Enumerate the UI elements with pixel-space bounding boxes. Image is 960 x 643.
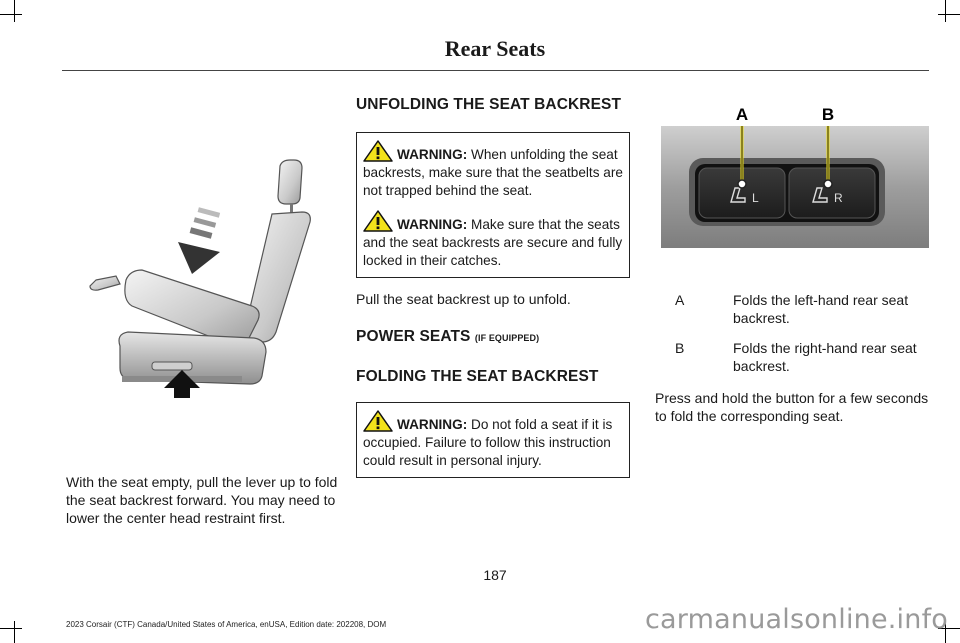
right-fold-button[interactable]: [789, 168, 875, 218]
warning-text: Make sure that the seats and the seat backrests are secure and fully locked in their catches.: [363, 217, 623, 268]
fold-button-diagram: [655, 96, 929, 266]
crop-mark: [0, 14, 22, 15]
callout-label-a: A: [735, 105, 749, 124]
instruction-text: With the seat empty, pull the lever up to fold the seat backrest forward. You may need to lower the center head restraint first.: [66, 474, 338, 526]
callout-key: B: [675, 340, 685, 356]
watermark: carmanualsonline.info: [645, 604, 948, 635]
warning-triangle-icon: [363, 210, 393, 232]
table-row: [655, 339, 929, 387]
warning-label: WARNING:: [397, 147, 468, 162]
right-button-letter: R: [834, 191, 843, 205]
warning-label: WARNING:: [397, 417, 468, 432]
crop-mark: [0, 628, 22, 629]
crop-mark: [945, 0, 946, 22]
heading-power-seats-text: POWER SEATS: [356, 328, 471, 345]
column-middle: [356, 96, 630, 478]
column-left: [66, 96, 338, 527]
warning-text: When unfolding the seat backrests, make sure that the seatbelts are not trapped behind the seat.: [363, 147, 623, 198]
callout-table: [655, 291, 929, 387]
warning-triangle-icon: [363, 410, 393, 432]
page-number: 187: [483, 567, 507, 583]
warning-item: [363, 140, 625, 200]
heading-power-seats-suffix: (IF EQUIPPED): [474, 333, 540, 343]
crop-mark: [938, 14, 960, 15]
crop-mark: [14, 0, 15, 22]
callout-key: A: [675, 292, 685, 308]
seat-fold-illustration: [66, 96, 338, 416]
page-title: Rear Seats: [444, 36, 546, 61]
warning-label: WARNING:: [397, 217, 468, 232]
callout-text: Folds the right-hand rear seat backrest.: [733, 340, 917, 374]
push-arrow-icon: [178, 207, 220, 274]
warning-box-folding: [356, 402, 630, 478]
warning-box-unfolding: [356, 132, 630, 278]
unfold-instruction: Pull the seat backrest up to unfold.: [356, 291, 571, 307]
heading-unfolding: UNFOLDING THE SEAT BACKREST: [356, 96, 622, 113]
warning-item: [363, 210, 625, 270]
heading-folding: FOLDING THE SEAT BACKREST: [356, 368, 599, 385]
column-right: [655, 96, 929, 425]
warning-triangle-icon: [363, 140, 393, 162]
table-row: [655, 291, 929, 339]
callout-label-b: B: [821, 105, 835, 124]
header-rule: [62, 70, 929, 71]
crop-mark: [14, 621, 15, 643]
seat-lever: [152, 362, 192, 370]
button-instruction: Press and hold the button for a few seconds to fold the corresponding seat.: [655, 390, 929, 424]
left-button-letter: L: [752, 191, 759, 205]
warning-item: [363, 410, 625, 470]
footer-note: 2023 Corsair (CTF) Canada/United States of America, enUSA, Edition date: 202208, DOM: [66, 620, 387, 629]
headrest-upright: [278, 160, 302, 216]
callout-text: Folds the left-hand rear seat backrest.: [733, 292, 909, 326]
warning-text: Do not fold a seat if it is occupied. Failure to follow this instruction could result in personal injury.: [363, 417, 613, 468]
heading-power-seats: [356, 328, 630, 346]
